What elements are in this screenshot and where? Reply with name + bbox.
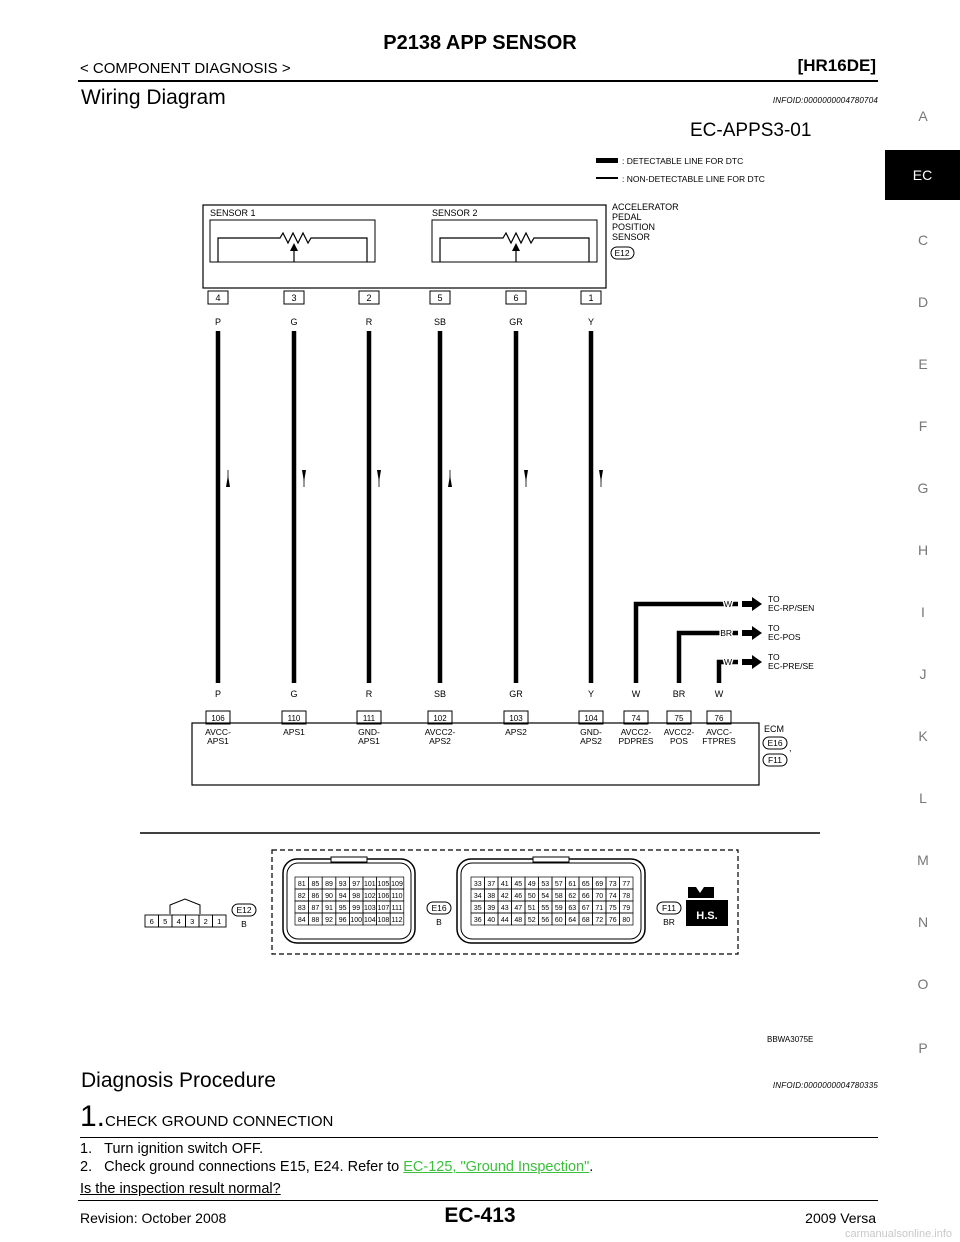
step-divider <box>80 1137 878 1138</box>
f11-grid-pin-35: 35 <box>473 905 482 912</box>
hs-connector-icon <box>688 887 714 898</box>
wire-5-ecm-pin: 104 <box>584 714 598 723</box>
e16-grid-pin-110: 110 <box>391 893 403 900</box>
f11-grid-pin-68: 68 <box>581 917 590 924</box>
watermark: carmanualsonline.info <box>844 1228 952 1240</box>
sensor-name-line-3: POSITION <box>612 222 656 232</box>
e16-grid-pin-106: 106 <box>377 893 390 900</box>
f11-grid-pin-80: 80 <box>622 917 631 924</box>
wire-1-ecm-label-0: APS1 <box>283 727 305 737</box>
instruction-2-text: 2. Check ground connections E15, E24. Refer to <box>80 1159 404 1175</box>
f11-grid-pin-72: 72 <box>595 917 604 924</box>
f11-grid-pin-47: 47 <box>514 905 523 912</box>
footer-divider <box>78 1200 878 1201</box>
wire-2-ecm-label-0: GND- <box>358 727 380 737</box>
f11-connector-view <box>457 857 681 943</box>
f11-grid-pin-57: 57 <box>554 881 563 888</box>
branch-0-color-bottom: W <box>631 689 641 699</box>
wire-0-color-top: P <box>214 317 222 327</box>
branch-0-ecm-pin: 74 <box>631 714 641 723</box>
e16-grid-pin-88: 88 <box>311 917 320 924</box>
branch-0-ecm-label-0: AVCC2- <box>620 727 652 737</box>
e16-grid-pin-112: 112 <box>391 917 403 924</box>
f11-tag-text: F11 <box>661 903 677 913</box>
ecm-connector-text-2: F11 <box>767 755 783 765</box>
e16-pin-grid <box>295 877 404 925</box>
harness-side-badge <box>686 887 728 926</box>
f11-grid-pin-56: 56 <box>541 917 550 924</box>
branch-0-line <box>636 604 738 683</box>
wire-3-ecm-label-1: APS2 <box>429 736 451 746</box>
e16-grid-pin-92: 92 <box>325 917 333 924</box>
wire-5-ecm-label-0: GND- <box>580 727 602 737</box>
branch-2-ecm-label-0: AVCC- <box>706 727 732 737</box>
wire-0-color-bottom: P <box>214 689 222 699</box>
f11-grid-pin-52: 52 <box>527 917 536 924</box>
f11-grid-pin-45: 45 <box>514 881 523 888</box>
sidebar-letter-p[interactable]: P <box>918 1040 928 1056</box>
branch-0-to-1: EC-RP/SEN <box>768 603 815 613</box>
ground-inspection-link[interactable]: EC-125, "Ground Inspection" <box>403 1159 590 1175</box>
sensor-housing <box>203 205 606 288</box>
sidebar-letter-e[interactable]: E <box>918 356 928 372</box>
wire-0-sensor-pin: 4 <box>215 293 221 303</box>
f11-grid-pin-38: 38 <box>487 893 496 900</box>
wire-5-sensor-pin: 1 <box>588 293 594 303</box>
wire-4-color-top: GR <box>509 317 523 327</box>
f11-grid-pin-78: 78 <box>622 893 631 900</box>
f11-connector-latch <box>533 857 569 862</box>
f11-grid-pin-66: 66 <box>581 893 590 900</box>
f11-grid-pin-33: 33 <box>473 881 482 888</box>
e12-pin-5: 5 <box>163 917 168 926</box>
figure-code: BBWA3075E <box>767 1035 814 1044</box>
e16-grid-pin-82: 82 <box>297 893 306 900</box>
e16-grid-pin-93: 93 <box>338 881 347 888</box>
e16-grid-pin-105: 105 <box>377 881 390 888</box>
e12-pin-3: 3 <box>190 917 195 926</box>
sidebar-letter-a[interactable]: A <box>918 108 928 124</box>
f11-grid-pin-62: 62 <box>568 893 577 900</box>
wire-0-ecm-label-1: APS1 <box>207 736 229 746</box>
f11-grid-pin-40: 40 <box>487 917 496 924</box>
e12-pins <box>145 915 226 927</box>
e16-grid-pin-91: 91 <box>325 905 333 912</box>
f11-grid-pin-63: 63 <box>568 905 577 912</box>
sidebar-letter-h[interactable]: H <box>917 542 929 558</box>
branch-0-to-0: TO <box>768 594 780 604</box>
branch-1-to-0: TO <box>768 623 780 633</box>
ecm-unit <box>192 723 792 785</box>
step-number: 1. <box>80 1100 106 1133</box>
sidebar-letter-m[interactable]: M <box>917 852 929 868</box>
wire-2-color-top: R <box>365 317 373 327</box>
branch-2-color-side: W <box>723 657 732 667</box>
e16-grid-pin-104: 104 <box>363 917 376 924</box>
wire-layer <box>205 291 814 746</box>
connector-views <box>145 850 738 954</box>
wire-0-flow-arrow <box>226 475 230 487</box>
f11-grid-pin-58: 58 <box>554 893 563 900</box>
e16-grid-pin-83: 83 <box>297 905 306 912</box>
sidebar-letter-g[interactable]: G <box>917 480 929 496</box>
wire-1-flow-arrow <box>302 470 306 482</box>
ecm-connector-text-1: E16 <box>767 738 783 748</box>
e16-grid-pin-99: 99 <box>352 905 361 912</box>
wire-4-flow-arrow <box>524 470 528 482</box>
e16-grid-pin-108: 108 <box>377 917 390 924</box>
wire-0-ecm-label-0: AVCC- <box>205 727 231 737</box>
sensor-name-line-2: PEDAL <box>612 212 642 222</box>
step-title: CHECK GROUND CONNECTION <box>105 1113 334 1130</box>
wire-3-flow-arrow <box>448 475 452 487</box>
branch-1-ecm-pin: 75 <box>674 714 684 723</box>
branch-1-color-bottom: BR <box>672 689 686 699</box>
wire-3-color-bottom: SB <box>433 689 447 699</box>
f11-grid-pin-41: 41 <box>500 881 509 888</box>
breadcrumb: < COMPONENT DIAGNOSIS > <box>80 60 291 77</box>
branch-0-to-arrow <box>742 597 762 611</box>
branch-2-to-arrow <box>742 655 762 669</box>
ecm-connector-separator: , <box>789 743 792 753</box>
e16-grid-pin-90: 90 <box>325 893 333 900</box>
e16-grid-pin-111: 111 <box>391 905 403 912</box>
f11-grid-pin-74: 74 <box>608 893 617 900</box>
f11-grid-pin-77: 77 <box>622 881 631 888</box>
f11-grid-pin-50: 50 <box>527 893 536 900</box>
f11-grid-pin-75: 75 <box>608 905 617 912</box>
sensor2-box <box>432 220 597 262</box>
f11-grid-pin-44: 44 <box>500 917 509 924</box>
sensor-connector-text: E12 <box>614 248 630 258</box>
wire-4-ecm-pin: 103 <box>509 714 523 723</box>
wire-2-ecm-label-1: APS1 <box>358 736 380 746</box>
diagnosis-procedure-infoid: INFOID:0000000004780335 <box>772 1081 878 1090</box>
f11-grid-pin-36: 36 <box>473 917 482 924</box>
branch-1-to-arrow <box>742 626 762 640</box>
wire-4-ecm-label-0: APS2 <box>505 727 527 737</box>
wire-2-flow-arrow <box>377 470 381 482</box>
e12-connector-outline <box>170 899 200 914</box>
f11-grid-pin-60: 60 <box>554 917 563 924</box>
f11-grid-pin-71: 71 <box>595 905 604 912</box>
branch-1-ecm-label-1: POS <box>670 736 688 746</box>
sensor2-label: SENSOR 2 <box>432 208 478 218</box>
e16-color: B <box>436 917 442 927</box>
wire-3-sensor-pin: 5 <box>437 293 443 303</box>
branch-1-color-side: BR <box>720 628 732 638</box>
f11-grid-pin-42: 42 <box>500 893 509 900</box>
sensor1-label: SENSOR 1 <box>210 208 256 218</box>
branch-1-to-1: EC-POS <box>768 632 801 642</box>
legend-detectable-text: : DETECTABLE LINE FOR DTC <box>622 156 744 166</box>
branch-0-color-side: W <box>723 599 732 609</box>
engine-code: [HR16DE] <box>797 56 876 75</box>
e16-grid-pin-81: 81 <box>297 881 306 888</box>
sidebar-letter-d[interactable]: D <box>917 294 929 310</box>
f11-grid-pin-55: 55 <box>541 905 550 912</box>
e16-grid-pin-107: 107 <box>377 905 390 912</box>
branch-2-color-bottom: W <box>714 689 724 699</box>
hs-badge-text: H.S. <box>696 910 718 922</box>
e12-pin-4: 4 <box>176 917 181 926</box>
wire-0-ecm-pin: 106 <box>211 714 225 723</box>
f11-grid-pin-76: 76 <box>608 917 617 924</box>
branch-2-ecm-pin: 76 <box>714 714 724 723</box>
f11-grid-pin-65: 65 <box>581 881 590 888</box>
page-number: EC-413 <box>444 1204 516 1227</box>
step-heading <box>80 1100 333 1134</box>
f11-grid-pin-69: 69 <box>595 881 604 888</box>
wire-4-color-bottom: GR <box>509 689 523 699</box>
sensor2-wiper-arrow <box>512 243 520 251</box>
wire-3-ecm-label-0: AVCC2- <box>424 727 456 737</box>
wire-5-flow-arrow <box>599 470 603 482</box>
e16-grid-pin-100: 100 <box>350 917 363 924</box>
f11-grid-pin-73: 73 <box>608 881 617 888</box>
e12-connector-view <box>145 899 256 929</box>
wire-5-ecm-label-1: APS2 <box>580 736 602 746</box>
sidebar-active-tab[interactable]: EC <box>885 150 960 200</box>
e16-tag-text: E16 <box>431 903 447 913</box>
sidebar-letter-i[interactable]: I <box>921 604 925 620</box>
wire-1-color-top: G <box>290 317 298 327</box>
branch-2-to-0: TO <box>768 652 780 662</box>
e16-grid-pin-98: 98 <box>352 893 361 900</box>
e16-grid-pin-109: 109 <box>391 881 403 888</box>
sensor-name-line-4: SENSOR <box>612 232 651 242</box>
instruction-2-end: . <box>589 1159 594 1175</box>
wire-3-ecm-pin: 102 <box>433 714 447 723</box>
branch-2-to-1: EC-PRE/SE <box>768 661 814 671</box>
e16-grid-pin-96: 96 <box>338 917 347 924</box>
instruction-2 <box>80 1159 593 1175</box>
legend-non-detectable-swatch <box>596 177 618 179</box>
diagnosis-procedure-heading: Diagnosis Procedure <box>81 1069 276 1092</box>
legend-non-detectable-text: : NON-DETECTABLE LINE FOR DTC <box>622 174 765 184</box>
f11-grid-pin-43: 43 <box>500 905 509 912</box>
apps-sensor <box>203 202 679 288</box>
f11-grid-pin-61: 61 <box>568 881 577 888</box>
f11-grid-pin-37: 37 <box>487 881 496 888</box>
f11-grid-pin-34: 34 <box>473 893 482 900</box>
wire-3-color-top: SB <box>433 317 447 327</box>
figure-id: EC-APPS3-01 <box>690 120 812 141</box>
branch-1-ecm-label-0: AVCC2- <box>663 727 695 737</box>
f11-grid-pin-39: 39 <box>487 905 496 912</box>
f11-grid-pin-51: 51 <box>527 905 536 912</box>
e12-color: B <box>241 919 247 929</box>
instruction-1: 1. Turn ignition switch OFF. <box>80 1141 264 1157</box>
e16-connector-view <box>283 857 451 943</box>
wire-2-ecm-pin: 111 <box>362 714 376 723</box>
e16-grid-pin-95: 95 <box>338 905 347 912</box>
f11-grid-pin-79: 79 <box>622 905 631 912</box>
e12-tag-text: E12 <box>236 905 252 915</box>
e16-grid-pin-102: 102 <box>363 893 376 900</box>
sidebar-letter-c[interactable]: C <box>917 232 929 248</box>
inspection-question: Is the inspection result normal? <box>80 1181 281 1197</box>
sidebar-letter-l[interactable]: L <box>919 790 927 806</box>
legend <box>596 156 765 184</box>
f11-grid-pin-48: 48 <box>514 917 523 924</box>
document-name: 2009 Versa <box>805 1210 876 1226</box>
f11-pin-grid <box>471 877 633 925</box>
e16-grid-pin-89: 89 <box>325 881 333 888</box>
wire-5-color-bottom: Y <box>587 689 595 699</box>
wire-2-sensor-pin: 2 <box>366 293 372 303</box>
wire-1-ecm-pin: 110 <box>287 714 301 723</box>
e16-grid-pin-85: 85 <box>311 881 320 888</box>
f11-grid-pin-46: 46 <box>514 893 523 900</box>
f11-grid-pin-49: 49 <box>527 881 536 888</box>
e16-grid-pin-87: 87 <box>311 905 320 912</box>
sidebar-letter-o[interactable]: O <box>917 976 929 992</box>
sensor-name-line-1: ACCELERATOR <box>612 202 679 212</box>
sidebar-letter-n[interactable]: N <box>917 914 929 930</box>
ecm-label: ECM <box>764 724 784 734</box>
e16-grid-pin-94: 94 <box>338 893 347 900</box>
e12-pin-6: 6 <box>149 917 154 926</box>
e16-grid-pin-97: 97 <box>352 881 361 888</box>
e12-pin-2: 2 <box>203 917 208 926</box>
e16-connector-latch <box>331 857 367 862</box>
branch-2-ecm-label-1: FTPRES <box>702 736 736 746</box>
f11-grid-pin-59: 59 <box>554 905 563 912</box>
f11-grid-pin-70: 70 <box>595 893 604 900</box>
e16-grid-pin-103: 103 <box>363 905 376 912</box>
e16-grid-pin-84: 84 <box>297 917 306 924</box>
wire-4-sensor-pin: 6 <box>513 293 519 303</box>
page-title: P2138 APP SENSOR <box>383 32 577 54</box>
f11-grid-pin-54: 54 <box>541 893 550 900</box>
wiring-diagram-infoid: INFOID:0000000004780704 <box>772 96 878 105</box>
f11-grid-pin-64: 64 <box>568 917 577 924</box>
e16-grid-pin-101: 101 <box>363 881 376 888</box>
f11-grid-pin-53: 53 <box>541 881 550 888</box>
wiring-diagram-heading: Wiring Diagram <box>81 86 226 109</box>
wire-1-sensor-pin: 3 <box>291 293 297 303</box>
wire-1-color-bottom: G <box>290 689 298 699</box>
f11-grid-pin-67: 67 <box>581 905 590 912</box>
e16-grid-pin-86: 86 <box>311 893 320 900</box>
f11-color: BR <box>663 917 675 927</box>
sensor1-box <box>210 220 375 262</box>
e12-pin-1: 1 <box>217 917 222 926</box>
sensor1-wiper-arrow <box>290 243 298 251</box>
branch-0-ecm-label-1: PDPRES <box>618 736 654 746</box>
sidebar-letter-j[interactable]: J <box>919 666 927 682</box>
wire-2-color-bottom: R <box>365 689 373 699</box>
revision-date: Revision: October 2008 <box>80 1210 227 1226</box>
sidebar-letter-f[interactable]: F <box>918 418 928 434</box>
legend-detectable-swatch <box>596 158 618 163</box>
wire-5-color-top: Y <box>587 317 595 327</box>
sidebar-letter-k[interactable]: K <box>918 728 928 744</box>
